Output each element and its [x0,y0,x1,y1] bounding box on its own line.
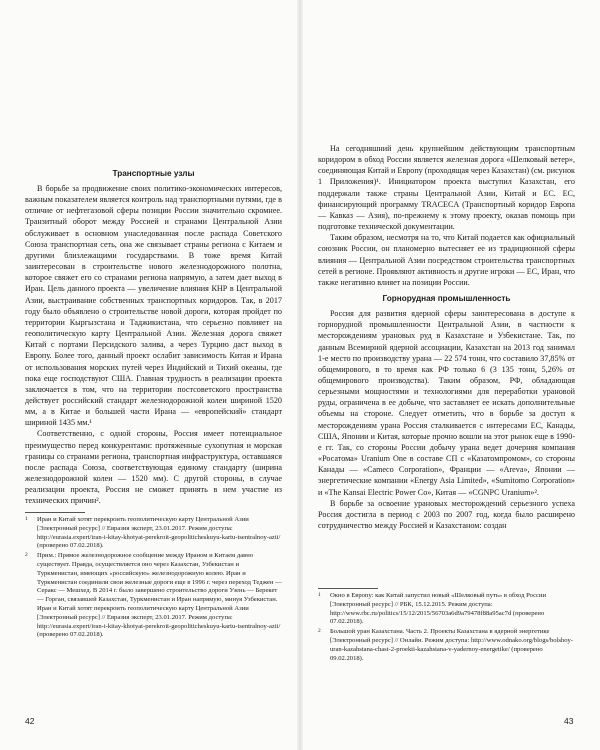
page-number-right: 43 [564,716,574,726]
footnote-number: 2 [25,552,28,559]
footnote-text: Большой уран Казахстана. Часть 2. Проекты Казахстана в ядерной энергетике [Электронный ресурс] // Онлайн. Режим доступа: http://www.odnako.org/blogs/bolshoy-uran-kazahstana-chast-2-proekti-kazahstana-v-yadernoy-energetike/ (проверено 09.02.2018). [330,628,573,662]
footnote-text: Иран и Китай хотят перекроить геополитическую карту Центральной Азии [Электронный ресурс] // Евразия эксперт, 23.01.2017. Режим доступа: http://eurasia.expert/iran-i-kitay-khotyat-perekroit-geopoliticheskuyu-kartu-tsentralnoy-azii/ (проверено 07.02.2018). [37,516,281,550]
right-footnotes [318,588,575,664]
page-number-left: 42 [25,716,35,726]
right-paragraph-3: Россия для развития ядерной сферы заинтересована в доступе к горнорудной промышленности Центральной Азии, в частности к месторождениям урановых руд в Казахстане и Узбекистане. Так, по данным Всемирной ядерной ассоциации, Казахстан на 2013 год занимал 1-е место по производству урана — 22 574 тонн, что составило 37,85% от общемирового, в то время как РФ только 6 (3 135 тонн, 5,26% от общемирового производства). Таким образом, РФ, обладающая серьезными мощностями и технологиями для переработки урановой руды, ограничена в ее добыче, что заставляет ее искать дополнительные объемы на стороне. Следует отметить, что в борьбе за доступ к месторождениям урана Россия сталкивается с интересами ЕС, Канады, США, Японии и Китая, которые прочно вошли на этот рынок еще в 1990-е гг. Так, со стороны России добычу урана ведет дочерняя компания «Росатома» Uranium One в составе СП с «Казатомпромом», со стороны Канады — «Cameco Corporation», Франции — «Areva», Японии — энергетические компании «Energy Asia Limited», «Sumitomo Corporation» и «The Kansai Electric Power Co», Китая — «CGNPC Uranium»². [318,309,575,497]
footnote-divider [25,512,85,513]
footnote-divider [318,588,378,589]
left-main-text [25,168,282,507]
right-paragraph-4: В борьбе за освоение урановых месторождений серьезного успеха Россия достигла в период с 2003 по 2007 год, когда было расширено сотрудничество между Россией и Казахстаном: создан [318,498,575,530]
left-paragraph-2: Соответственно, с одной стороны, Россия имеет потенциальное преимущество перед конкурентами: протяженные сухопутная и морская границы со странами региона, транспортная инфраструктура, оставшаяся после распада Союза, соответствующая единому стандарту (ширина железнодорожной колеи — 1520 мм). С другой стороны, в случае реализации проекта, Россия не сможет принять в нем участие из технических причин². [25,429,282,506]
footnote-text: Окно в Европу: как Китай запустил новый «Шелковый путь» в обход России [Электронный ресурс] // РБК, 15.12.2015. Режим доступа: http://www.rbc.ru/politics/15/12/2015/56703a6d9a79478f88a95ac7d (проверено 07.02.2018). [330,592,547,626]
footnote-number: 1 [25,516,28,522]
footnote-text: Прим.: Прямое железнодорожное сообщение между Ираном и Китаем давно существует. Правда, осуществляется оно через Казахстан, Узбекистан и Туркменистан, имеющих «российскую» железнодорожную колею. Иран и Туркменистан соединили свои железные дороги еще в 1996 г. через переход Теджен — Серакс — Мешхед. В 2014 г. было завершено строительство дороги Узень — Берекет — Горган, связавшей Казахстан, Туркменистан и Иран напрямую, минуя Узбекистан. Иран и Китай хотят перекроить геополитическую карту Центральной Азии [Электронный ресурс] // Евразия эксперт, 23.01.2017. Режим доступа: http://eurasia.expert/iran-i-kitay-khotyat-perekroit-geopoliticheskuyu-kartu-tsentralnoy-azii/ (проверено 07.02.2018). [37,552,282,639]
right-paragraph-2: Таким образом, несмотря на то, что Китай подается как официальный союзник России, он планомерно вытесняет ее из традиционной сферы влияния — Центральной Азии посредством строительства транспортных сетей в регионе. Проявляют активность и другие игроки — ЕС, Иран, что также негативно влияет на позиции России. [318,233,575,287]
footnote-1 [318,592,575,627]
section-heading-transport: Транспортные узлы [112,169,195,178]
footnote-2 [25,552,282,640]
left-paragraph-1: В борьбе за продвижение своих политико-экономических интересов, важным показателем является контроль над транспортными путями, где в отличие от нефтегазовой сферы позиции России значительно скромнее. Транзитный оборот между Россией и странами Центральной Азии обслуживает в основном унаследованная после распада Советского Союза транспортная сеть, она же связывает страны региона с Китаем и другими близлежащими государствами. В тоже время Китай заинтересован в строительстве нового железнодорожного полотна, которое свяжет его со странами региона напрямую, а затем дает выход в Иран. Цель данного проекта — увеличение влияния КНР в Центральной Азии, выстраивание собственных транспортных коридоров. Так, в 2017 году было объявлено о строительстве новой дороги, которая пройдет по территории Кыргызстана и Таджикистана, что серьезно повлияет на геополитическую карту Центральной Азии. Железная дорога свяжет Китай с портами Персидского залива, а через Турцию даст выход в Европу. Более того, данный проект ослабит зависимость Китая и Ирана от использования морских путей через Индийский и Тихий океаны, где пока еще господствуют США. Главная трудность в реализации проекта заключается в том, что на территории постсоветского пространства действует российский стандарт железнодорожной колеи шириной 1520 мм, а в Китае и большей части Ирана — «европейский» стандарт шириной 1435 мм.¹ [25,184,282,428]
right-paragraph-1: На сегодняшний день крупнейшим действующим транспортным коридором в обход России является железная дорога «Шелковый ветер», соединяющая Китай и Европу (проходящая через Казахстан) (см. рисунок 1 Приложения)¹. Инициатором проекта выступил Казахстан, его поддержали также страны Центральной Азии, Китай и ЕС. ЕС, финансирующий программу TRACECA (Транспортный коридор Европа — Кавказ — Азия), по-прежнему к этому проекту, оказав помощь при подготовке технической документации. [318,144,575,232]
right-page [302,0,600,750]
left-page [0,0,298,750]
footnote-number: 1 [318,592,321,598]
section-heading-mining: Горнорудная промышленность [382,294,511,304]
right-main-text [318,143,575,531]
footnote-2 [318,628,575,663]
footnote-number: 2 [318,628,321,635]
left-footnotes [25,512,282,641]
footnote-1 [25,516,282,551]
